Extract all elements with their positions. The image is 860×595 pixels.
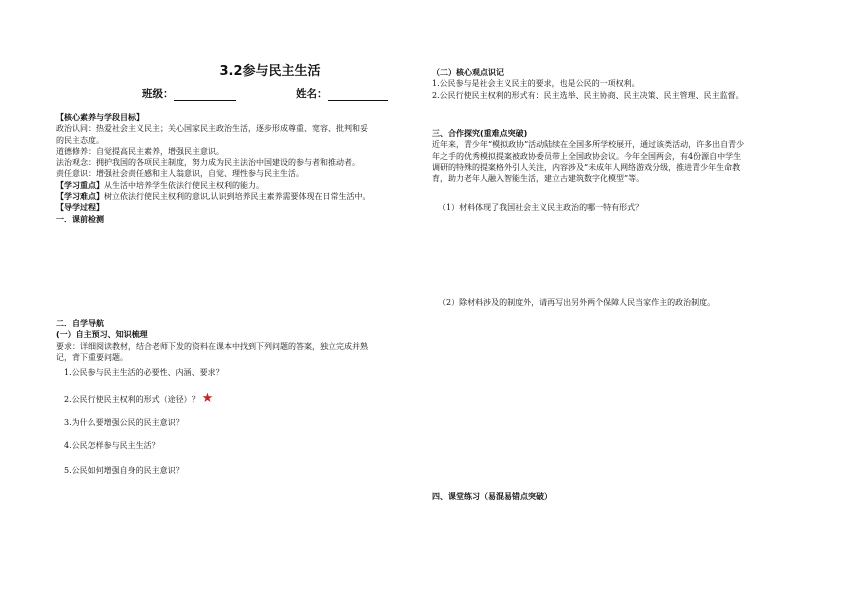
- goals-block: [56, 112, 420, 225]
- requirement-line: 记，背下重要问题。: [56, 352, 128, 362]
- question-2-text: 2.公民行使民主权利的形式（途径）？: [64, 395, 200, 404]
- requirement-line: 要求：详细阅读教材，结合老师下发的资料在课本中找到下列问题的答案，独立完成并熟: [56, 341, 368, 351]
- inquiry-question-1: （1）材料体现了我国社会主义民主政治的哪一特有形式？: [438, 203, 644, 212]
- inquiry-question-2: （2）除材料涉及的制度外，请再写出另外两个保障人民当家作主的政治制度。: [438, 298, 716, 307]
- difficult-point: [56, 191, 420, 202]
- goal-line: 的民主态度。: [56, 135, 104, 145]
- core-point-line: 2.公民行使民主权利的形式有：民主选举、民主协商、民主决策、民主管理、民主监督。: [432, 90, 744, 100]
- goal-line: 法治观念：拥护我国的各项民主制度，努力成为民主法治中国建设的参与者和推动者。: [56, 158, 360, 168]
- material-line: 育，助力老年人融入智能生活，建立古建筑数字化模型”等。: [432, 174, 645, 184]
- section-cooperation: 三、合作探究(重难点突破): [432, 129, 528, 138]
- key-point: [56, 180, 420, 191]
- question-3: 3.为什么要增强公民的民主意识？: [64, 418, 184, 427]
- process-heading: 【导学过程】: [56, 203, 104, 213]
- difficult-text: 树立依法行使民主权利的意识,认识到培养民主素养需要体现在日常生活中。: [104, 192, 371, 202]
- goals-heading: 【核心素养与学段目标】: [56, 113, 144, 122]
- page-title: 3.2参与民主生活: [219, 64, 321, 79]
- key-label: 【学习重点】: [56, 180, 104, 190]
- goal-line: 道德修养：自觉提高民主素养，增强民主意识。: [56, 146, 224, 156]
- subsection-preview: (一）自主预习、知识梳理: [56, 330, 148, 340]
- class-blank[interactable]: [174, 89, 236, 101]
- subsection-core-points: （二）核心观点识记: [432, 68, 504, 77]
- material-line: 调研的特殊的提案格外引人关注，内容涉及“未成年人网络游戏分级，推进青少年生命教: [432, 162, 741, 172]
- section-practice: 四、课堂练习（易混易错点突破）: [432, 492, 552, 501]
- goal-line: 责任意识：增强社会责任感和主人翁意识，自觉、理性参与民主生活。: [56, 169, 304, 179]
- section-self-study: 二．自学导航: [56, 319, 104, 328]
- question-5: 5.公民如何增强自身的民主意识？: [64, 466, 184, 475]
- material-line: 年之手的优秀模拟提案被政协委员带上全国政协会议。今年全国两会，有4份源自中学生: [432, 151, 742, 161]
- question-4: 4.公民怎样参与民主生活？: [64, 441, 160, 450]
- core-points-block: [432, 67, 802, 101]
- goal-line: 政治认同：热爱社会主义民主；关心国家民主政治生活，逐步形成尊重、宽容、批判和妥: [56, 124, 368, 134]
- name-blank[interactable]: [328, 89, 388, 101]
- core-point-line: 1.公民参与是社会主义民主的要求，也是公民的一项权利。: [432, 79, 640, 89]
- section-pre-check: 一．课前检测: [56, 214, 104, 224]
- class-label: 班级：: [142, 88, 174, 100]
- name-field: [296, 86, 388, 101]
- difficult-label: 【学习难点】: [56, 192, 104, 202]
- material-line: 近年来，青少年“模拟政协”活动陆续在全国多所学校展开，通过该类活动，许多出自青少: [432, 140, 745, 150]
- self-study-block: [56, 318, 420, 363]
- question-2: [64, 393, 213, 405]
- name-label: 姓名：: [296, 88, 328, 100]
- key-text: 从生活中培养学生依法行使民主权利的能力。: [104, 180, 264, 190]
- class-field: [142, 86, 236, 101]
- star-icon: ★: [201, 391, 214, 406]
- question-1: 1.公民参与民主生活的必要性、内涵、要求？: [64, 368, 224, 377]
- cooperation-block: [432, 128, 802, 184]
